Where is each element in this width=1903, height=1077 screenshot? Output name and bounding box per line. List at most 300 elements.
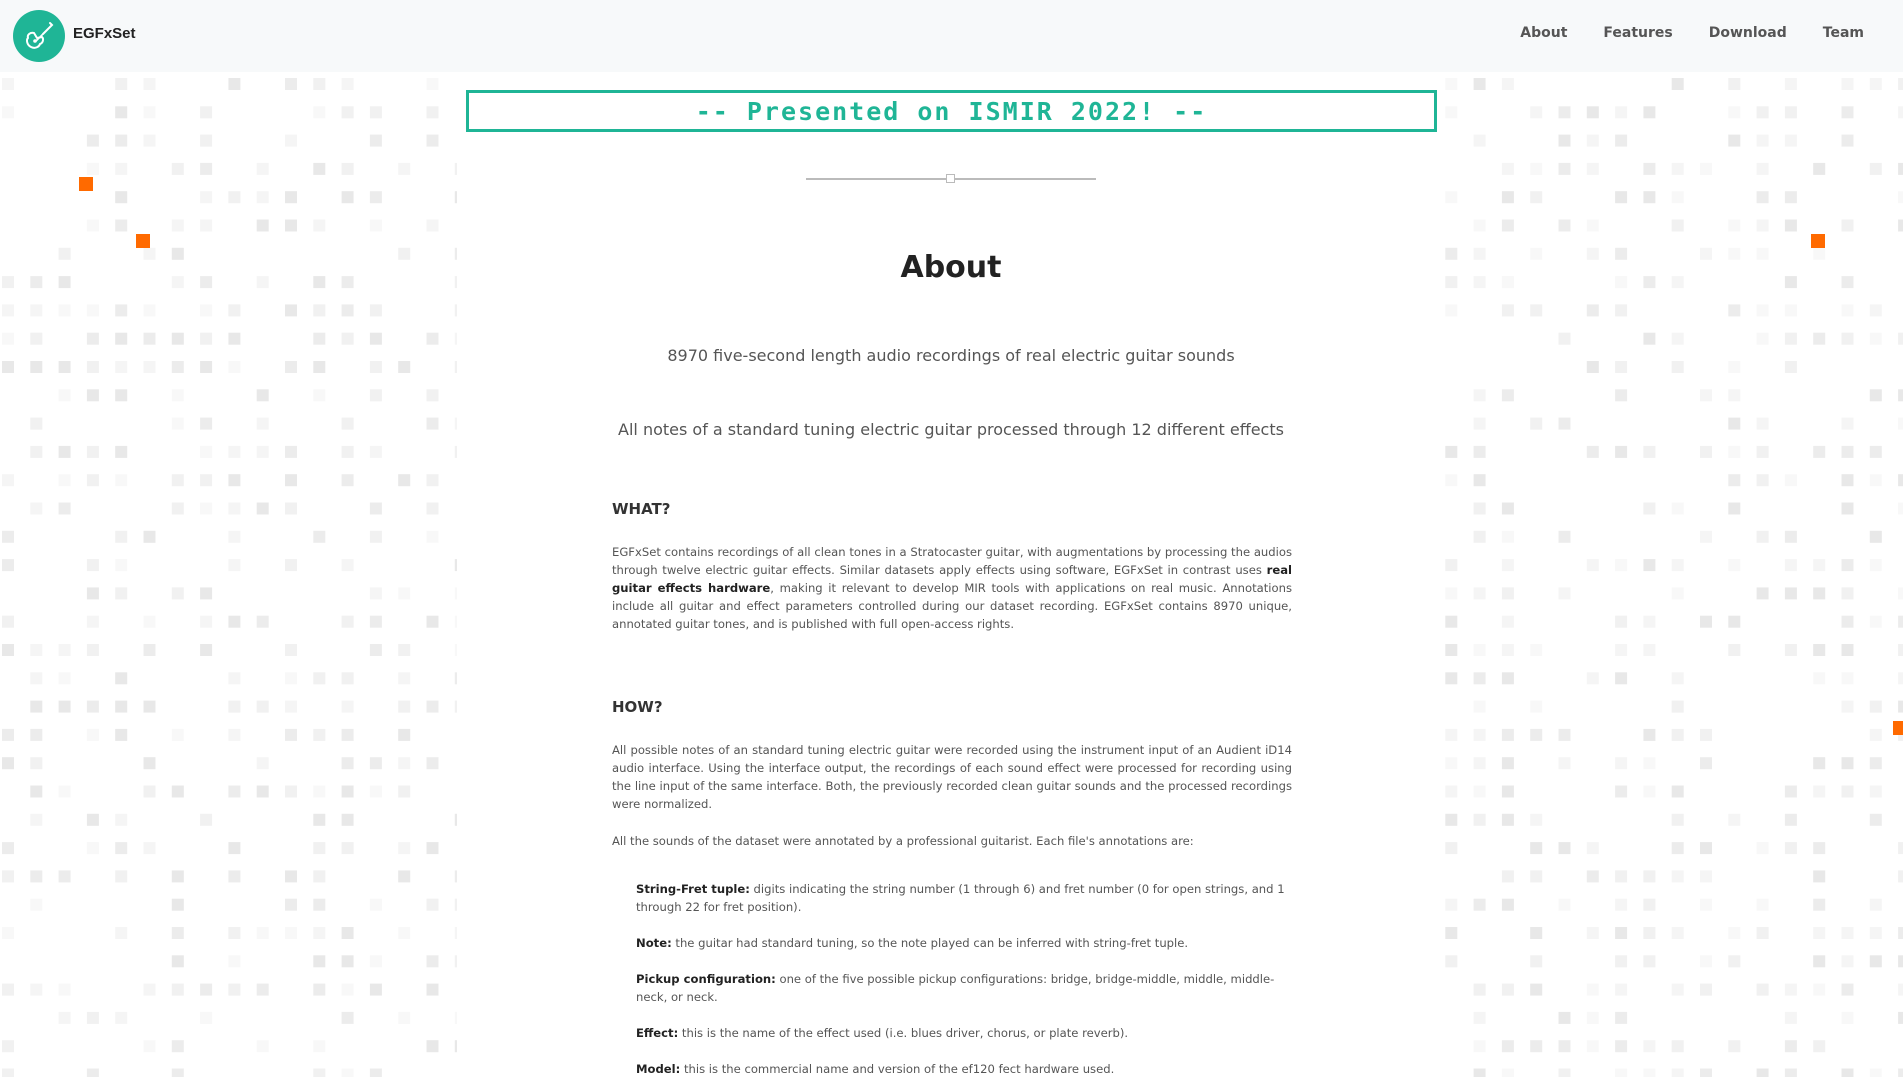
nav-about[interactable]: About	[1520, 25, 1568, 41]
grid-square	[1559, 1069, 1571, 1077]
grid-square	[1502, 1040, 1514, 1052]
grid-square	[2, 927, 14, 939]
grid-square	[257, 1040, 269, 1052]
grid-square	[1502, 163, 1514, 175]
grid-square	[1445, 304, 1457, 316]
grid-square	[2, 757, 14, 769]
grid-square	[228, 531, 240, 543]
grid-square	[1502, 786, 1514, 798]
grid-square	[228, 559, 240, 571]
nav-menu	[1484, 25, 1864, 41]
grid-square	[1813, 984, 1825, 996]
grid-square	[285, 927, 297, 939]
grid-square	[1728, 559, 1740, 571]
grid-square	[285, 78, 297, 90]
grid-square	[1700, 389, 1712, 401]
grid-square	[1672, 1040, 1684, 1052]
grid-square	[1700, 616, 1712, 628]
grid-square	[1870, 474, 1882, 486]
grid-square	[1842, 503, 1854, 515]
grid-square	[1559, 587, 1571, 599]
grid-square	[87, 1069, 99, 1077]
grid-square	[1615, 672, 1627, 684]
grid-square	[172, 163, 184, 175]
grid-square	[1643, 616, 1655, 628]
grid-square	[144, 304, 156, 316]
grid-square	[2, 1069, 14, 1077]
grid-square	[1728, 474, 1740, 486]
grid-square	[228, 672, 240, 684]
grid-square	[144, 106, 156, 118]
grid-square	[1842, 587, 1854, 599]
grid-square	[1870, 729, 1882, 741]
grid-square	[115, 474, 127, 486]
grid-square	[172, 361, 184, 373]
grid-square	[398, 786, 410, 798]
ismir-banner: -- Presented on ISMIR 2022! --	[466, 90, 1437, 132]
grid-square	[115, 729, 127, 741]
grid-square	[1672, 672, 1684, 684]
grid-square	[1559, 220, 1571, 232]
grid-square	[1643, 333, 1655, 345]
grid-square	[398, 729, 410, 741]
nav-team[interactable]: Team	[1822, 25, 1864, 41]
grid-square	[1474, 757, 1486, 769]
grid-square	[1445, 106, 1457, 118]
grid-square	[313, 729, 325, 741]
grid-square	[285, 361, 297, 373]
grid-square	[1870, 899, 1882, 911]
grid-square	[285, 672, 297, 684]
grid-square	[1474, 248, 1486, 260]
grid-square	[1615, 135, 1627, 147]
brand-name[interactable]: EGFxSet	[73, 25, 136, 42]
grid-square	[1785, 1012, 1797, 1024]
grid-square	[2, 729, 14, 741]
grid-square	[1445, 474, 1457, 486]
grid-square	[1898, 672, 1903, 684]
grid-square	[1757, 1069, 1769, 1077]
grid-square	[172, 1069, 184, 1077]
grid-square	[1474, 389, 1486, 401]
grid-square	[342, 955, 354, 967]
grid-square	[1502, 389, 1514, 401]
grid-square	[1445, 786, 1457, 798]
navbar	[0, 0, 1903, 72]
grid-square	[1700, 984, 1712, 996]
grid-square	[1728, 644, 1740, 656]
grid-square	[1842, 927, 1854, 939]
nav-features[interactable]: Features	[1603, 25, 1673, 41]
grid-square	[59, 389, 71, 401]
grid-square	[115, 814, 127, 826]
grid-square	[342, 842, 354, 854]
grid-square	[30, 984, 42, 996]
grid-square	[144, 757, 156, 769]
grid-square	[1898, 984, 1903, 996]
grid-square	[1615, 870, 1627, 882]
grid-square	[30, 814, 42, 826]
grid-square	[144, 531, 156, 543]
grid-square	[172, 786, 184, 798]
grid-square	[1445, 559, 1457, 571]
grid-square	[1615, 984, 1627, 996]
grid-square	[1813, 927, 1825, 939]
grid-square	[1757, 587, 1769, 599]
grid-square	[370, 333, 382, 345]
grid-square	[313, 304, 325, 316]
grid-square	[398, 672, 410, 684]
grid-square	[228, 474, 240, 486]
grid-square	[172, 474, 184, 486]
grid-square	[2, 842, 14, 854]
grid-square	[370, 587, 382, 599]
grid-square	[2, 984, 14, 996]
grid-square	[115, 870, 127, 882]
grid-square	[427, 616, 439, 628]
grid-square	[1757, 842, 1769, 854]
grid-square	[1700, 248, 1712, 260]
grid-square	[1615, 927, 1627, 939]
grid-square	[285, 899, 297, 911]
grid-square	[1757, 135, 1769, 147]
grid-square	[1728, 78, 1740, 90]
grid-square	[172, 503, 184, 515]
grid-square	[257, 418, 269, 430]
grid-square	[1559, 899, 1571, 911]
grid-square	[1672, 729, 1684, 741]
grid-square	[87, 333, 99, 345]
grid-square	[1474, 587, 1486, 599]
grid-square	[342, 333, 354, 345]
grid-square	[1474, 984, 1486, 996]
grid-square	[1587, 1040, 1599, 1052]
grid-square	[285, 220, 297, 232]
grid-square	[200, 304, 212, 316]
grid-square	[313, 899, 325, 911]
grid-square	[144, 644, 156, 656]
grid-square	[1615, 559, 1627, 571]
grid-square	[1785, 1040, 1797, 1052]
grid-square	[398, 701, 410, 713]
grid-square	[59, 276, 71, 288]
grid-square	[1530, 418, 1542, 430]
grid-square	[1445, 78, 1457, 90]
grid-square	[1445, 899, 1457, 911]
grid-square	[1474, 786, 1486, 798]
grid-square	[285, 304, 297, 316]
grid-square	[1785, 135, 1797, 147]
grid-square	[313, 333, 325, 345]
grid-square	[172, 870, 184, 882]
grid-square	[228, 361, 240, 373]
grid-square	[285, 701, 297, 713]
grid-square	[1615, 106, 1627, 118]
grid-square	[1474, 672, 1486, 684]
grid-square	[313, 814, 325, 826]
grid-square	[1842, 220, 1854, 232]
grid-square	[59, 304, 71, 316]
grid-square	[87, 389, 99, 401]
grid-square	[228, 870, 240, 882]
grid-square	[1559, 729, 1571, 741]
grid-square	[30, 446, 42, 458]
grid-square	[1785, 220, 1797, 232]
grid-square	[172, 276, 184, 288]
grid-square	[59, 248, 71, 260]
grid-square	[1615, 616, 1627, 628]
grid-square	[87, 1012, 99, 1024]
grid-square	[1870, 304, 1882, 316]
grid-square	[144, 786, 156, 798]
grid-square	[115, 333, 127, 345]
guitar-icon	[22, 19, 56, 53]
grid-square	[200, 587, 212, 599]
grid-square	[1672, 220, 1684, 232]
grid-square	[1530, 927, 1542, 939]
grid-square	[1757, 248, 1769, 260]
grid-square	[1813, 757, 1825, 769]
grid-square	[1672, 361, 1684, 373]
grid-square	[1785, 984, 1797, 996]
grid-square	[1587, 135, 1599, 147]
grid-square	[1813, 446, 1825, 458]
grid-square	[1587, 220, 1599, 232]
grid-square	[1587, 106, 1599, 118]
grid-square	[1502, 644, 1514, 656]
grid-square	[87, 587, 99, 599]
grid-square	[1587, 927, 1599, 939]
grid-square	[342, 191, 354, 203]
annotation-item: Effect: this is the name of the effect used (i.e. blues driver, chorus, or plate reverb).	[636, 1026, 1129, 1040]
grid-square	[342, 616, 354, 628]
grid-square	[1474, 1012, 1486, 1024]
grid-square	[1559, 163, 1571, 175]
grid-square	[1615, 361, 1627, 373]
grid-square	[1813, 559, 1825, 571]
grid-square	[1672, 814, 1684, 826]
grid-square	[115, 191, 127, 203]
grid-square	[398, 927, 410, 939]
grid-square	[1530, 729, 1542, 741]
grid-square	[1445, 276, 1457, 288]
grid-square	[87, 361, 99, 373]
grid-square	[1643, 786, 1655, 798]
grid-square	[59, 644, 71, 656]
grid-square	[1700, 757, 1712, 769]
grid-square	[1870, 814, 1882, 826]
grid-square	[1728, 304, 1740, 316]
grid-square	[115, 927, 127, 939]
grid-square	[1502, 78, 1514, 90]
grid-square	[2, 106, 14, 118]
grid-square	[2, 361, 14, 373]
grid-square	[144, 701, 156, 713]
grid-square	[1842, 446, 1854, 458]
grid-square	[285, 446, 297, 458]
grid-square	[228, 616, 240, 628]
grid-square	[1898, 701, 1903, 713]
grid-square	[1530, 304, 1542, 316]
grid-square	[1559, 106, 1571, 118]
grid-square	[59, 474, 71, 486]
grid-square	[115, 701, 127, 713]
grid-square	[172, 1040, 184, 1052]
grid-square	[342, 814, 354, 826]
grid-square	[1502, 616, 1514, 628]
grid-square	[1785, 1069, 1797, 1077]
grid-square	[1785, 333, 1797, 345]
grid-square	[30, 361, 42, 373]
grid-square	[200, 106, 212, 118]
grid-square	[172, 984, 184, 996]
grid-square	[1587, 1012, 1599, 1024]
grid-square	[1445, 191, 1457, 203]
grid-square	[1643, 870, 1655, 882]
grid-square	[427, 757, 439, 769]
grid-square	[1898, 870, 1903, 882]
grid-square	[1728, 814, 1740, 826]
grid-square	[1898, 503, 1903, 515]
grid-square	[427, 701, 439, 713]
grid-square	[30, 644, 42, 656]
grid-square	[200, 474, 212, 486]
grid-square	[200, 191, 212, 203]
grid-square	[1757, 446, 1769, 458]
grid-square	[1445, 729, 1457, 741]
grid-square	[313, 361, 325, 373]
grid-square	[1672, 191, 1684, 203]
grid-square	[1813, 248, 1825, 260]
grid-square	[1530, 870, 1542, 882]
grid-square	[313, 842, 325, 854]
grid-square	[1643, 927, 1655, 939]
logo[interactable]	[13, 10, 65, 62]
grid-square	[342, 729, 354, 741]
grid-square	[1785, 276, 1797, 288]
grid-square	[1643, 106, 1655, 118]
grid-square	[115, 135, 127, 147]
grid-square	[427, 333, 439, 345]
grid-square	[1728, 418, 1740, 430]
grid-square	[1474, 531, 1486, 543]
grid-square	[1842, 1069, 1854, 1077]
grid-square	[313, 955, 325, 967]
grid-square	[172, 587, 184, 599]
grid-square	[1898, 927, 1903, 939]
grid-square	[2, 78, 14, 90]
grid-square	[1587, 984, 1599, 996]
grid-square	[313, 389, 325, 401]
grid-square	[200, 503, 212, 515]
grid-square	[370, 503, 382, 515]
grid-square	[115, 531, 127, 543]
grid-square	[1615, 955, 1627, 967]
grid-square	[1474, 729, 1486, 741]
grid-square	[2, 276, 14, 288]
grid-square	[313, 276, 325, 288]
grid-square	[1445, 672, 1457, 684]
grid-square	[228, 78, 240, 90]
grid-square	[1813, 163, 1825, 175]
grid-square	[30, 870, 42, 882]
grid-square	[1728, 135, 1740, 147]
grid-square	[172, 899, 184, 911]
grid-square	[144, 984, 156, 996]
grid-square	[285, 474, 297, 486]
grid-square	[30, 503, 42, 515]
grid-square	[87, 163, 99, 175]
grid-square	[1898, 106, 1903, 118]
nav-download[interactable]: Download	[1708, 25, 1787, 41]
grid-square	[87, 559, 99, 571]
grid-square	[1728, 361, 1740, 373]
grid-square	[115, 106, 127, 118]
grid-square	[1559, 1040, 1571, 1052]
grid-square	[87, 701, 99, 713]
grid-square	[1813, 870, 1825, 882]
grid-square	[427, 503, 439, 515]
grid-square	[342, 927, 354, 939]
grid-square	[1898, 1069, 1903, 1077]
grid-square	[342, 78, 354, 90]
grid-square	[257, 927, 269, 939]
grid-square	[228, 304, 240, 316]
grid-square	[172, 220, 184, 232]
grid-square	[59, 870, 71, 882]
grid-square	[285, 135, 297, 147]
grid-square	[1559, 1012, 1571, 1024]
grid-square	[257, 276, 269, 288]
grid-square	[1700, 446, 1712, 458]
grid-square	[1559, 842, 1571, 854]
grid-square	[1445, 757, 1457, 769]
grid-square	[1870, 78, 1882, 90]
grid-square	[228, 786, 240, 798]
grid-square	[257, 616, 269, 628]
grid-square	[1842, 786, 1854, 798]
grid-square	[2, 616, 14, 628]
grid-square	[200, 814, 212, 826]
grid-square	[30, 757, 42, 769]
grid-square	[1530, 701, 1542, 713]
grid-square	[1643, 559, 1655, 571]
grid-square	[1643, 503, 1655, 515]
grid-square	[1530, 814, 1542, 826]
main-content	[457, 72, 1445, 1077]
grid-square	[59, 786, 71, 798]
grid-square	[1813, 644, 1825, 656]
grid-square	[1757, 418, 1769, 430]
grid-square	[1898, 418, 1903, 430]
grid-square	[1502, 220, 1514, 232]
grid-square	[1672, 78, 1684, 90]
grid-square	[1587, 304, 1599, 316]
grid-square	[30, 418, 42, 430]
grid-square	[1587, 446, 1599, 458]
grid-square	[1842, 1012, 1854, 1024]
grid-square	[313, 672, 325, 684]
grid-square	[1813, 587, 1825, 599]
grid-square	[1615, 899, 1627, 911]
grid-square	[1898, 955, 1903, 967]
grid-square	[285, 729, 297, 741]
how-paragraph-1: All possible notes of an standard tuning electric guitar were recorded using the instrument input of an Audient iD14 audio interface. Using the interface output, the recordings of each sound effect were processed for recording using the line input of the same interface. Both, the previously recorded clean guitar sounds and the processed recordings were normalized.	[612, 743, 1292, 812]
grid-square	[1842, 78, 1854, 90]
grid-square	[1898, 842, 1903, 854]
grid-square	[1813, 786, 1825, 798]
grid-square	[342, 163, 354, 175]
